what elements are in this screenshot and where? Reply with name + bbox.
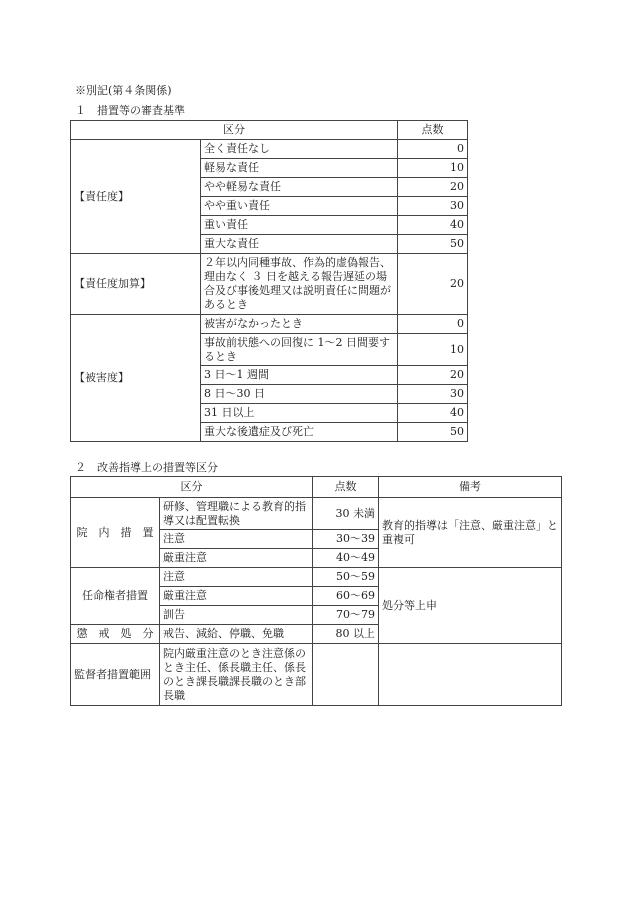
section1-title: １ 措置等の審査基準 — [75, 104, 185, 117]
remarks-text: 教育的指導は「注意、厳重注意」と重複可 — [379, 498, 562, 568]
criteria-points: 30 — [398, 197, 468, 216]
criteria-desc: 31 日以上 — [201, 404, 398, 423]
measure-points — [313, 644, 379, 706]
header-points: 点数 — [398, 121, 468, 140]
header-remarks: 備考 — [379, 477, 562, 498]
criteria-points: 50 — [398, 235, 468, 254]
criteria-points: 30 — [398, 385, 468, 404]
measure-points: 70～79 — [313, 606, 379, 625]
criteria-desc: 重大な責任 — [201, 235, 398, 254]
measure-points: 30～39 — [313, 530, 379, 549]
measure-points: 80 以上 — [313, 625, 379, 644]
group-label-damage: 【被害度】 — [71, 315, 201, 442]
measure-text: 厳重注意 — [160, 587, 313, 606]
measure-text: 戒告、減給、停職、免職 — [160, 625, 313, 644]
criteria-desc: やや重い責任 — [201, 197, 398, 216]
criteria-points: 20 — [398, 254, 468, 315]
measure-text: 注意 — [160, 530, 313, 549]
criteria-points: 40 — [398, 216, 468, 235]
criteria-desc: 軽易な責任 — [201, 159, 398, 178]
criteria-desc: 事故前状態への回復に 1～2 日間要するとき — [201, 334, 398, 366]
criteria-desc: 8 日～30 日 — [201, 385, 398, 404]
criteria-desc: 被害がなかったとき — [201, 315, 398, 334]
group-label-disciplinary: 懲 戒 処 分 — [71, 625, 160, 644]
measures-table — [70, 476, 562, 706]
criteria-desc: 重い責任 — [201, 216, 398, 235]
measure-text: 厳重注意 — [160, 549, 313, 568]
criteria-points: 10 — [398, 159, 468, 178]
group-label-appointing-authority: 任命権者措置 — [71, 568, 160, 625]
criteria-points: 40 — [398, 404, 468, 423]
review-criteria-table — [70, 120, 468, 442]
measure-text: 院内厳重注意のとき注意係のとき主任、係長職主任、係長のとき課長職課長職のとき部長職 — [160, 644, 313, 706]
measure-points: 50～59 — [313, 568, 379, 587]
measure-text: 注意 — [160, 568, 313, 587]
criteria-desc: やや軽易な責任 — [201, 178, 398, 197]
measure-points: 60～69 — [313, 587, 379, 606]
group-label-responsibility: 【責任度】 — [71, 140, 201, 254]
header-category: 区分 — [71, 121, 398, 140]
group-label-responsibility-addition: 【責任度加算】 — [71, 254, 201, 315]
measure-text: 訓告 — [160, 606, 313, 625]
measure-points: 30 未満 — [313, 498, 379, 530]
criteria-desc: ２年以内同種事故、作為的虚偽報告、理由なく ３ 日を越える報告遅延の場合及び事後処理又は説明責任に問題があるとき — [201, 254, 398, 315]
criteria-points: 20 — [398, 178, 468, 197]
criteria-points: 0 — [398, 315, 468, 334]
group-label-in-hospital: 院 内 措 置 — [71, 498, 160, 568]
criteria-points: 10 — [398, 334, 468, 366]
criteria-points: 50 — [398, 423, 468, 442]
header-points: 点数 — [313, 477, 379, 498]
criteria-points: 20 — [398, 366, 468, 385]
group-label-supervisor-scope: 監督者措置範囲 — [71, 644, 160, 706]
annex-note: ※別記(第４条関係) — [75, 84, 172, 97]
section2-title: ２ 改善指導上の措置等区分 — [75, 461, 218, 474]
criteria-points: 0 — [398, 140, 468, 159]
measure-text: 研修、管理職による教育的指導又は配置転換 — [160, 498, 313, 530]
remarks-text: 処分等上申 — [379, 568, 562, 644]
criteria-desc: 重大な後遺症及び死亡 — [201, 423, 398, 442]
remarks-text — [379, 644, 562, 706]
measure-points: 40～49 — [313, 549, 379, 568]
criteria-desc: 全く責任なし — [201, 140, 398, 159]
header-category: 区分 — [71, 477, 313, 498]
criteria-desc: 3 日～1 週間 — [201, 366, 398, 385]
